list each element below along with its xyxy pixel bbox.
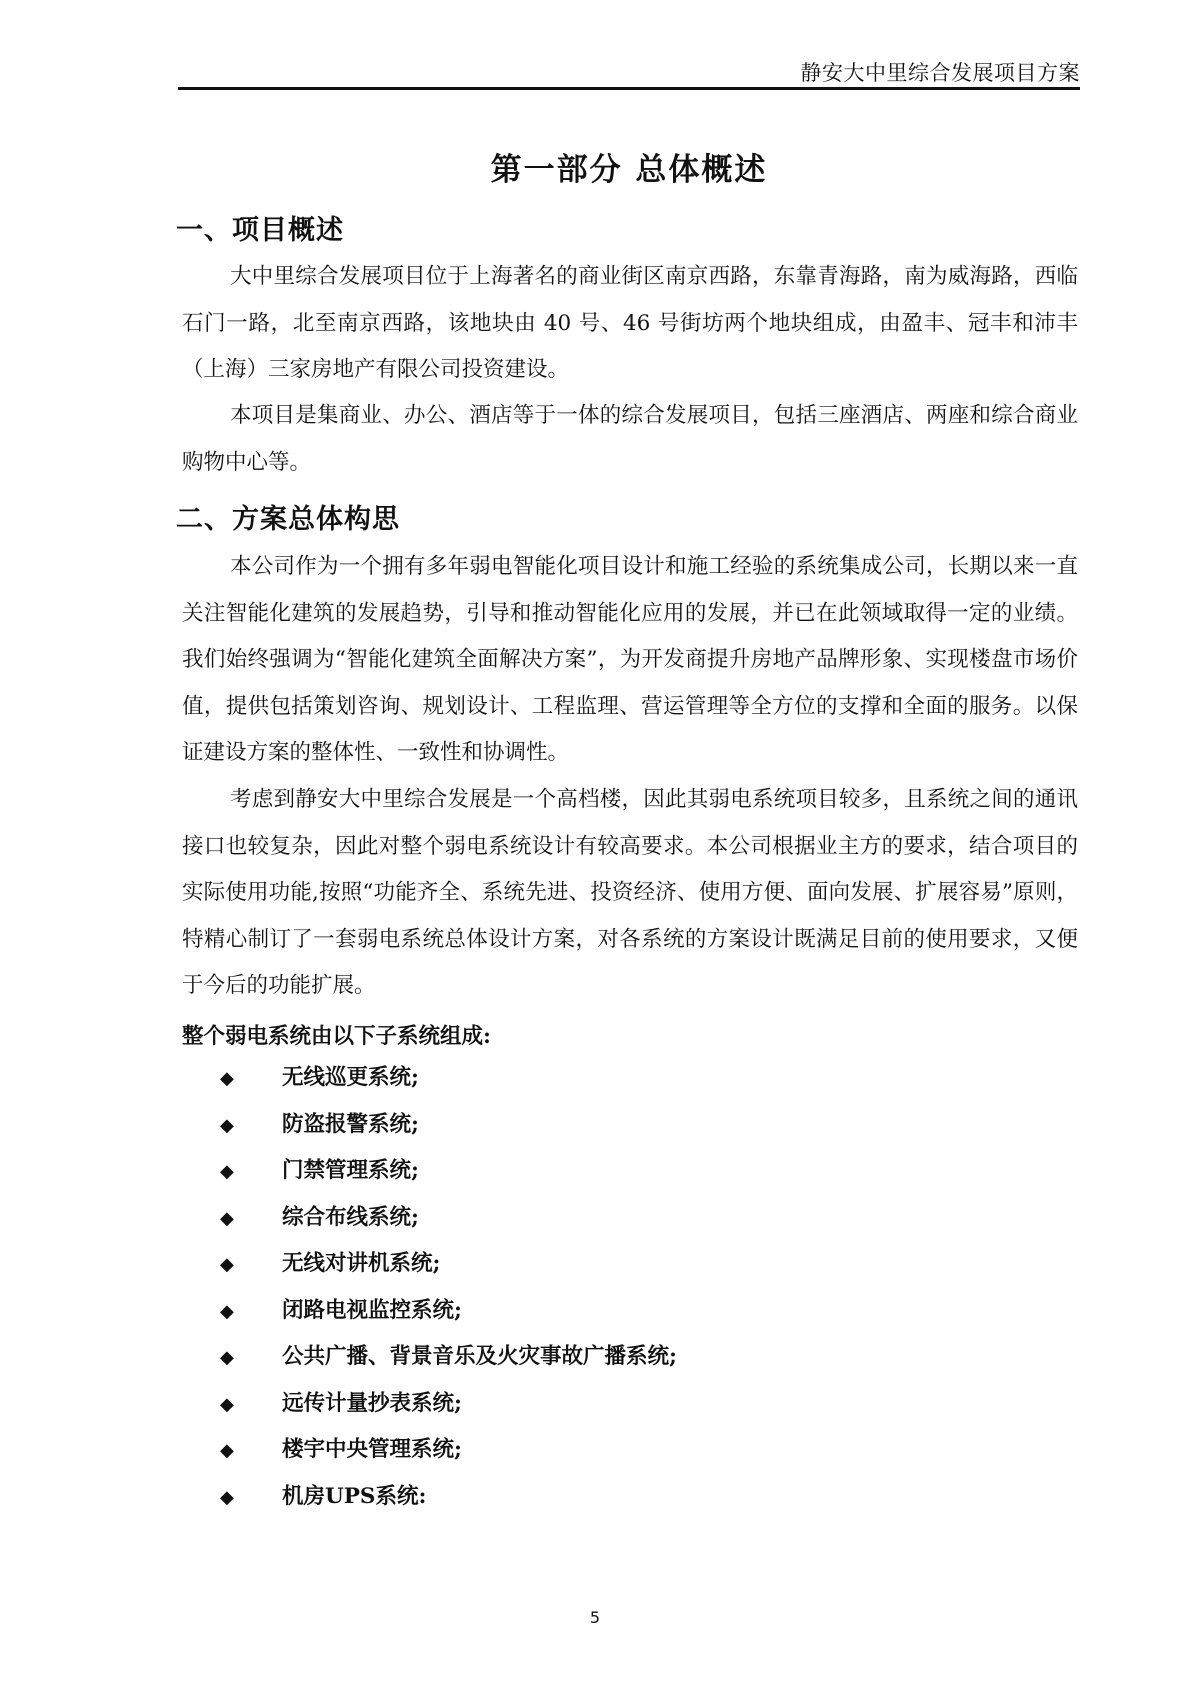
header-rule — [178, 87, 1080, 90]
list-item — [220, 1102, 677, 1149]
diamond-bullet-icon: ◆ — [220, 1207, 234, 1229]
list-item-label: 防盗报警系统; — [282, 1111, 419, 1137]
section-heading-concept: 二、方案总体构思 — [176, 504, 400, 535]
list-item-label: 综合布线系统; — [282, 1204, 419, 1230]
list-item — [220, 1427, 677, 1474]
list-item-label: 无线对讲机系统; — [282, 1251, 441, 1276]
list-item-label: 门禁管理系统; — [282, 1158, 419, 1183]
list-item — [220, 1241, 677, 1288]
list-item — [220, 1381, 677, 1428]
section-heading-overview: 一、项目概述 — [176, 215, 344, 246]
list-item-label: 机房UPS系统: — [282, 1483, 427, 1509]
running-header: 静安大中里综合发展项目方案 — [800, 61, 1080, 85]
page-number: 5 — [589, 1608, 601, 1627]
list-item — [220, 1148, 677, 1195]
list-item-label: 楼宇中央管理系统; — [282, 1437, 462, 1462]
diamond-bullet-icon: ◆ — [220, 1440, 234, 1461]
list-item-label: 闭路电视监控系统; — [282, 1297, 462, 1323]
list-item — [220, 1474, 677, 1521]
page-title: 第一部分 总体概述 — [490, 152, 768, 188]
paragraph-design-principles: 考虑到静安大中里综合发展是一个高档楼，因此其弱电系统项目较多，且系统之间的通讯接口也较复杂，因此对整个弱电系统设计有较高要求。本公司根据业主方的要求，结合项目的实际使用功能,按照“功能齐全、系统先进、投资经济、使用方便、面向发展、扩展容易”原则，特精心制订了一套弱电系统总体设计方案，对各系统的方案设计既满足目前的使用要求，又便于今后的功能扩展。 — [182, 787, 1078, 998]
diamond-bullet-icon: ◆ — [220, 1161, 234, 1182]
list-item-label: 远传计量抄表系统; — [282, 1390, 462, 1416]
paragraph-company-intro: 本公司作为一个拥有多年弱电智能化项目设计和施工经验的系统集成公司，长期以来一直关注智能化建筑的发展趋势，引导和推动智能化应用的发展，并已在此领域取得一定的业绩。我们始终强调为“智能化建筑全面解决方案”，为开发商提升房地产品牌形象、实现楼盘市场价值，提供包括策划咨询、规划设计、工程监理、营运管理等全方位的支撑和全面的服务。以保证建设方案的整体性、一致性和协调性。 — [182, 554, 1078, 765]
list-item — [220, 1288, 677, 1335]
list-item-label: 无线巡更系统; — [282, 1065, 419, 1090]
list-item — [220, 1055, 677, 1102]
list-item — [220, 1195, 677, 1242]
list-item-label: 公共广播、背景音乐及火灾事故广播系统; — [282, 1344, 677, 1369]
diamond-bullet-icon: ◆ — [220, 1300, 234, 1322]
systems-lead: 整个弱电系统由以下子系统组成: — [182, 1024, 491, 1049]
paragraph-project-scope: 本项目是集商业、办公、酒店等于一体的综合发展项目，包括三座酒店、两座和综合商业购物中心等。 — [182, 403, 1078, 475]
diamond-bullet-icon: ◆ — [220, 1486, 234, 1508]
subsystem-list — [220, 1055, 677, 1520]
diamond-bullet-icon: ◆ — [220, 1254, 234, 1275]
diamond-bullet-icon: ◆ — [220, 1114, 234, 1136]
diamond-bullet-icon: ◆ — [220, 1347, 234, 1368]
list-item — [220, 1334, 677, 1381]
diamond-bullet-icon: ◆ — [220, 1393, 234, 1415]
paragraph-project-location: 大中里综合发展项目位于上海著名的商业街区南京西路，东靠青海路，南为威海路，西临石门一路，北至南京西路，该地块由 40 号、46 号街坊两个地块组成，由盈丰、冠丰和沛丰（上海）三家房地产有限公司投资建设。 — [182, 264, 1078, 382]
diamond-bullet-icon: ◆ — [220, 1068, 234, 1089]
